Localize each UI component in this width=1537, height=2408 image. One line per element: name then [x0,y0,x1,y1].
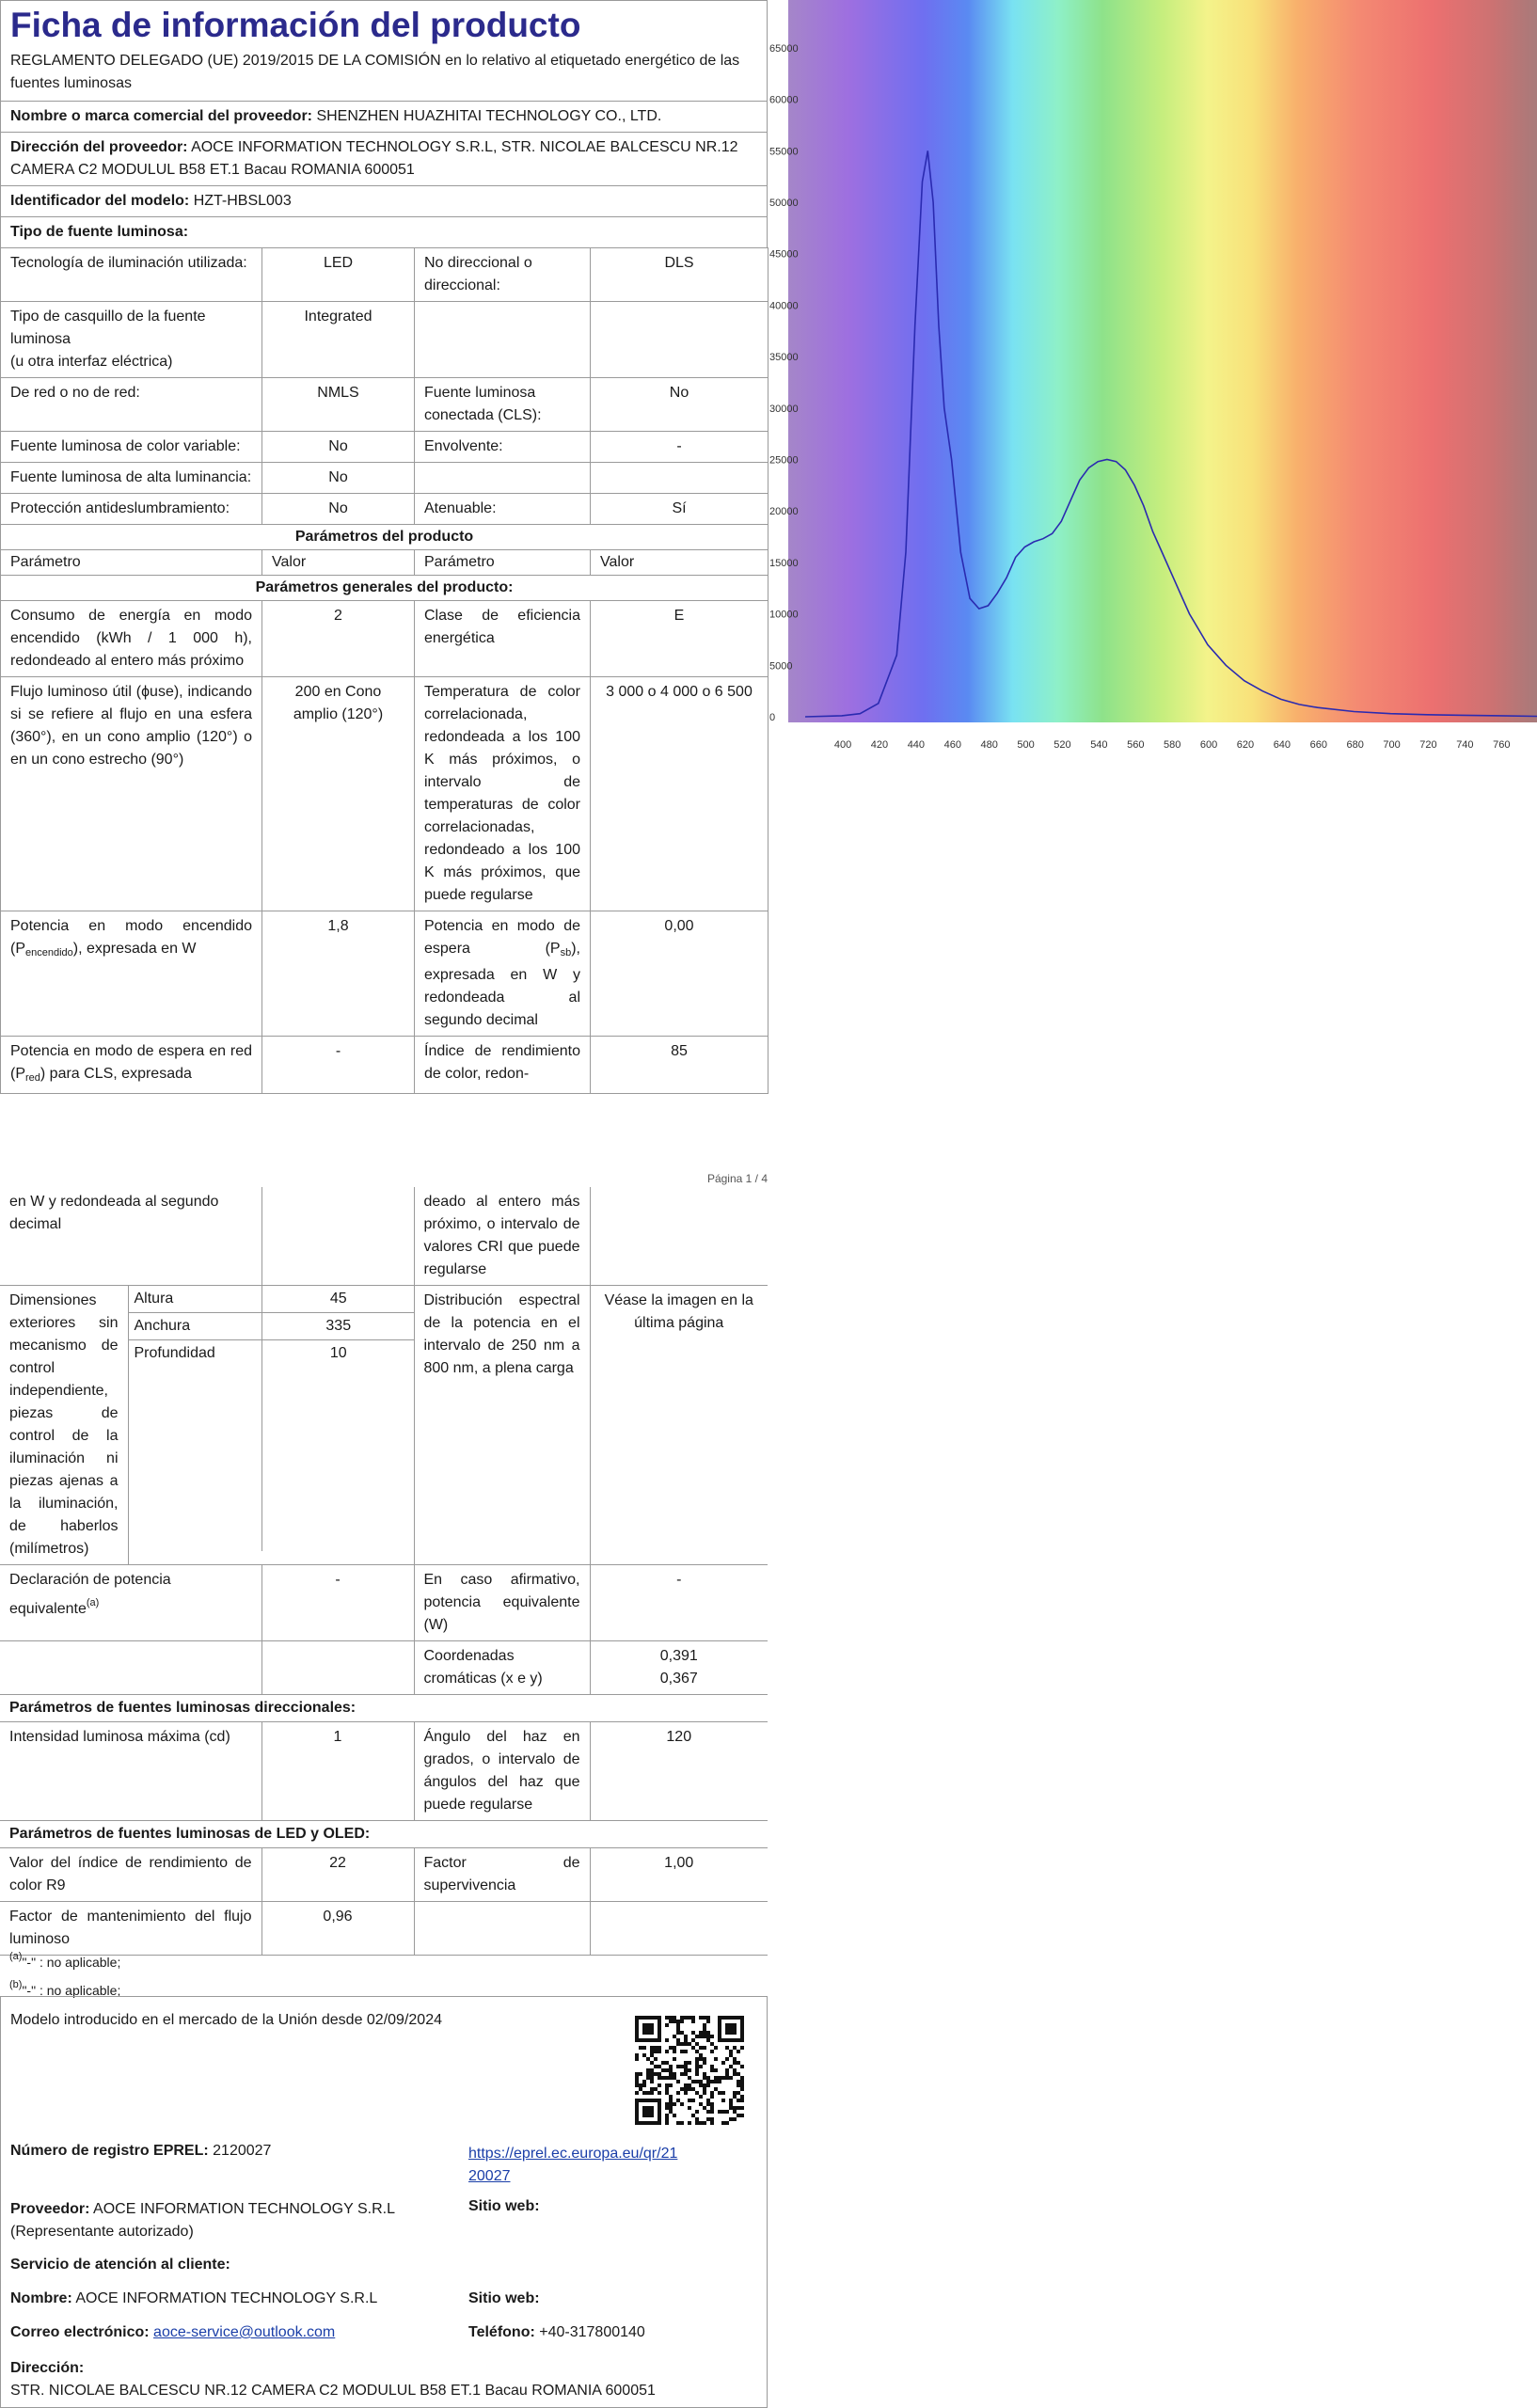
y-tick-label: 25000 [769,454,799,467]
param-value [261,1187,414,1286]
x-tick-label: 760 [1493,739,1511,751]
param-value: 0,96 [261,1902,414,1956]
empty-cell [261,1641,414,1695]
param-label: Índice de rendimiento de color, redon- [415,1037,591,1094]
type-value: NMLS [262,378,415,432]
supplier-name-row [1,101,767,132]
table-row [0,1848,768,1902]
param-value: - [262,1037,415,1094]
page-number: Página 1 / 4 [706,1172,768,1185]
eprel-block [0,1996,768,2408]
x-tick-label: 400 [833,739,852,751]
y-tick-label: 35000 [769,352,799,364]
param-value: Véase la imagen en la última página [590,1286,768,1565]
phone-label: Teléfono: [468,2324,535,2340]
empty-cell [0,1641,261,1695]
x-tick-label: 580 [1164,739,1181,751]
type-value: No [262,432,415,463]
type-label: Tecnología de iluminación utilizada: [1,248,262,302]
type-label: No direccional o direccional: [415,248,591,302]
eprel-link[interactable]: https://eprel.ec.europa.eu/qr/21 20027 [468,2146,678,2184]
x-tick-label: 480 [980,739,998,751]
footnote: $^{(b)}$"-" : no aplicable; [9,1979,121,1998]
x-tick-label: 720 [1419,739,1437,751]
type-value: LED [262,248,415,302]
table-row [1,378,768,432]
x-tick-label: 640 [1273,739,1291,751]
address: STR. NICOLAE BALCESCU NR.12 CAMERA C2 MODULUL B58 ET.1 Bacau ROMANIA 600051 [10,2383,656,2399]
type-label: Fuente luminosa de color variable: [1,432,262,463]
website-label: Sitio web: [468,2198,540,2214]
y-tick-label: 5000 [769,660,793,673]
type-label: Envolvente: [415,432,591,463]
param-label: En caso afirmativo, potencia equivalente (W) [414,1565,590,1641]
supplier-address-row [1,132,767,185]
x-tick-label: 700 [1383,739,1401,751]
model-row [1,185,767,216]
table-row [1,302,768,378]
table-row [0,1641,768,1695]
x-tick-label: 520 [1054,739,1071,751]
param-label: Coordenadas cromáticas (x e y) [414,1641,590,1695]
table-row [0,1722,768,1821]
param-value: 22 [261,1848,414,1902]
param-label: Declaración de potencia equivalente$^{(a)}$ [0,1565,261,1641]
email-label: Correo electrónico: [10,2324,150,2340]
param-value: 0,391 0,367 [590,1641,768,1695]
website-label-2: Sitio web: [468,2290,540,2306]
type-label: Fuente luminosa conectada (CLS): [415,378,591,432]
y-tick-label: 60000 [769,94,799,106]
model-label: Identificador del modelo: [10,193,190,209]
param-label: Consumo de energía en modo encendido (kWh / 1 000 h), redondeado al entero más próximo [1,601,262,677]
param-value [590,1187,768,1286]
spectrum-plot [768,0,1537,771]
y-tick-label: 40000 [769,300,799,312]
x-tick-label: 620 [1236,739,1255,751]
y-tick-label: 10000 [769,609,799,621]
led-header: Parámetros de fuentes luminosas de LED y OLED: [0,1821,768,1848]
phone-row [468,2324,645,2341]
model-identifier: HZT-HBSL003 [193,193,292,209]
service-name: AOCE INFORMATION TECHNOLOGY S.R.L [75,2290,378,2306]
type-label [415,302,591,378]
column-header: Parámetro [415,550,591,576]
param-label: Factor de supervivencia [414,1848,590,1902]
y-tick-label: 15000 [769,557,799,569]
column-header: Valor [591,550,768,576]
continuation-table [0,1187,768,1956]
table-header-row [1,550,768,576]
table-row [0,1286,768,1565]
dim-value: 335 [262,1313,415,1340]
service-name-row [10,2290,377,2307]
x-tick-label: 460 [943,739,961,751]
column-header: Parámetro [1,550,262,576]
table-row [1,463,768,494]
param-value: 3 000 o 4 000 o 6 500 [591,677,768,911]
param-label: Potencia en modo encendido $(P_{encendido})$, expresada en W [1,911,262,1037]
source-type-label: Tipo de fuente luminosa: [1,216,767,247]
param-label: Clase de eficiencia energética [415,601,591,677]
supplier-name-label: Nombre o marca comercial del proveedor: [10,108,312,124]
table-row [1,494,768,525]
type-value: Integrated [262,302,415,378]
type-value: Sí [591,494,768,525]
type-label: Fuente luminosa de alta luminancia: [1,463,262,494]
x-tick-label: 740 [1456,739,1474,751]
x-tick-label: 660 [1309,739,1327,751]
type-label [415,463,591,494]
type-label: De red o no de red: [1,378,262,432]
qr-code-icon [635,2016,744,2125]
footnote: $^{(a)}$"-" : no aplicable; [9,1951,121,1970]
page-title: Ficha de información del producto [10,6,581,44]
x-tick-label: 440 [907,739,926,751]
directional-header: Parámetros de fuentes luminosas direccionales: [0,1695,768,1722]
param-label: Intensidad luminosa máxima (cd) [0,1722,261,1821]
supplier-address-label: Dirección del proveedor: [10,139,188,155]
x-tick-label: 680 [1346,739,1364,751]
dim-value: 45 [262,1286,415,1313]
x-tick-label: 560 [1127,739,1145,751]
name-label: Nombre: [10,2290,72,2306]
type-label: Atenuable: [415,494,591,525]
dim-value: 10 [262,1340,415,1552]
regulation-text: REGLAMENTO DELEGADO (UE) 2019/2015 DE LA COMISIÓN en lo relativo al etiquetado energético de las fuentes luminosas [10,53,740,91]
y-tick-label: 55000 [769,146,799,158]
eprel-number: 2120027 [213,2143,272,2159]
param-label: Flujo luminoso útil (ϕuse), indicando si se refiere al flujo en una esfera (360°), en un cono amplio (120°) o en un cono estrecho (90°) [1,677,262,911]
x-tick-label: 420 [870,739,889,751]
table-row [0,1187,768,1286]
table-row [1,601,768,677]
type-value: No [262,463,415,494]
eprel-row [10,2143,271,2160]
param-value: 1,8 [262,911,415,1037]
supplier-name: SHENZHEN HUAZHITAI TECHNOLOGY CO., LTD. [316,108,662,124]
param-value: 2 [262,601,415,677]
footnotes [0,1945,768,2002]
type-value [591,463,768,494]
column-header: Valor [262,550,415,576]
eprel-label: Número de registro EPREL: [10,2143,209,2159]
type-value [591,302,768,378]
y-tick-label: 65000 [769,42,799,55]
dim-label: Profundidad [129,1340,262,1552]
param-label: Distribución espectral de la potencia en el intervalo de 250 nm a 800 nm, a plena carga [414,1286,590,1565]
type-label: Tipo de casquillo de la fuente luminosa (u otra interfaz eléctrica) [1,302,262,378]
table-row [1,432,768,463]
provider-row [10,2198,443,2243]
table-row [0,1565,768,1641]
param-label: Potencia en modo de espera en red $(P_{red})$ para CLS, expresada [1,1037,262,1094]
param-value: - [261,1565,414,1641]
x-tick-label: 500 [1017,739,1035,751]
dim-label: Anchura [129,1313,262,1340]
param-label: Factor de mantenimiento del flujo luminoso [0,1902,261,1956]
type-value: - [591,432,768,463]
param-label: Temperatura de color correlacionada, redondeada a los 100 K más próximos, o intervalo de temperaturas de color correlacionadas, redondeado a los 100 K más próximos, que puede regularse [415,677,591,911]
service-label: Servicio de atención al cliente: [10,2257,230,2273]
y-tick-label: 20000 [769,506,799,518]
provider: AOCE INFORMATION TECHNOLOGY S.R.L (Representante autorizado) [10,2201,395,2240]
param-value: 120 [590,1722,768,1821]
general-params-header: Parámetros generales del producto: [1,576,768,601]
email-link[interactable]: aoce-service@outlook.com [153,2324,336,2340]
y-tick-label: 45000 [769,248,799,261]
param-label: en W y redondeada al segundo decimal [0,1187,261,1286]
y-tick-label: 30000 [769,403,799,415]
type-value: DLS [591,248,768,302]
provider-label: Proveedor: [10,2201,90,2217]
param-value: 85 [591,1037,768,1094]
product-information-sheet [0,0,768,2399]
supplier-address: AOCE INFORMATION TECHNOLOGY S.R.L, STR. NICOLAE BALCESCU NR.12 CAMERA C2 MODULUL B58 ET.1 Bacau ROMANIA 600051 [10,139,738,178]
param-label: Potencia en modo de espera $(P_{sb})$, expresada en W y redondeada al segundo decimal [415,911,591,1037]
email-row [10,2324,335,2341]
x-tick-label: 600 [1199,739,1218,751]
x-tick-label: 540 [1090,739,1108,751]
address-label: Dirección: [10,2360,85,2376]
product-params-header: Parámetros del producto [1,525,768,550]
y-tick-label: 0 [769,712,776,723]
param-label: Dimensiones exteriores sin mecanismo de control independiente, piezas de control de la iluminación ni piezas ajenas a la iluminación, de haberlos (milímetros) [0,1286,128,1565]
spectral-distribution-chart [768,0,1537,771]
param-value: E [591,601,768,677]
dims-subtable [128,1286,414,1565]
y-tick-label: 50000 [769,198,799,210]
type-value: No [591,378,768,432]
param-label: Ángulo del haz en grados, o intervalo de ángulos del haz que puede regularse [414,1722,590,1821]
market-text: Modelo introducido en el mercado de la Unión desde 02/09/2024 [10,2012,442,2028]
param-value: 1,00 [590,1848,768,1902]
type-label: Protección antideslumbramiento: [1,494,262,525]
type-table [0,247,768,1094]
table-row [1,677,768,911]
table-row [1,911,768,1037]
table-row [1,248,768,302]
param-value: - [590,1565,768,1641]
table-row [1,1037,768,1094]
param-value: 1 [261,1722,414,1821]
dim-label: Altura [129,1286,262,1313]
param-label: Valor del índice de rendimiento de color R9 [0,1848,261,1902]
param-label: deado al entero más próximo, o intervalo de valores CRI que puede regularse [414,1187,590,1286]
phone: +40-317800140 [539,2324,645,2340]
param-value: 200 en Cono amplio (120°) [262,677,415,911]
type-value: No [262,494,415,525]
param-value: 0,00 [591,911,768,1037]
